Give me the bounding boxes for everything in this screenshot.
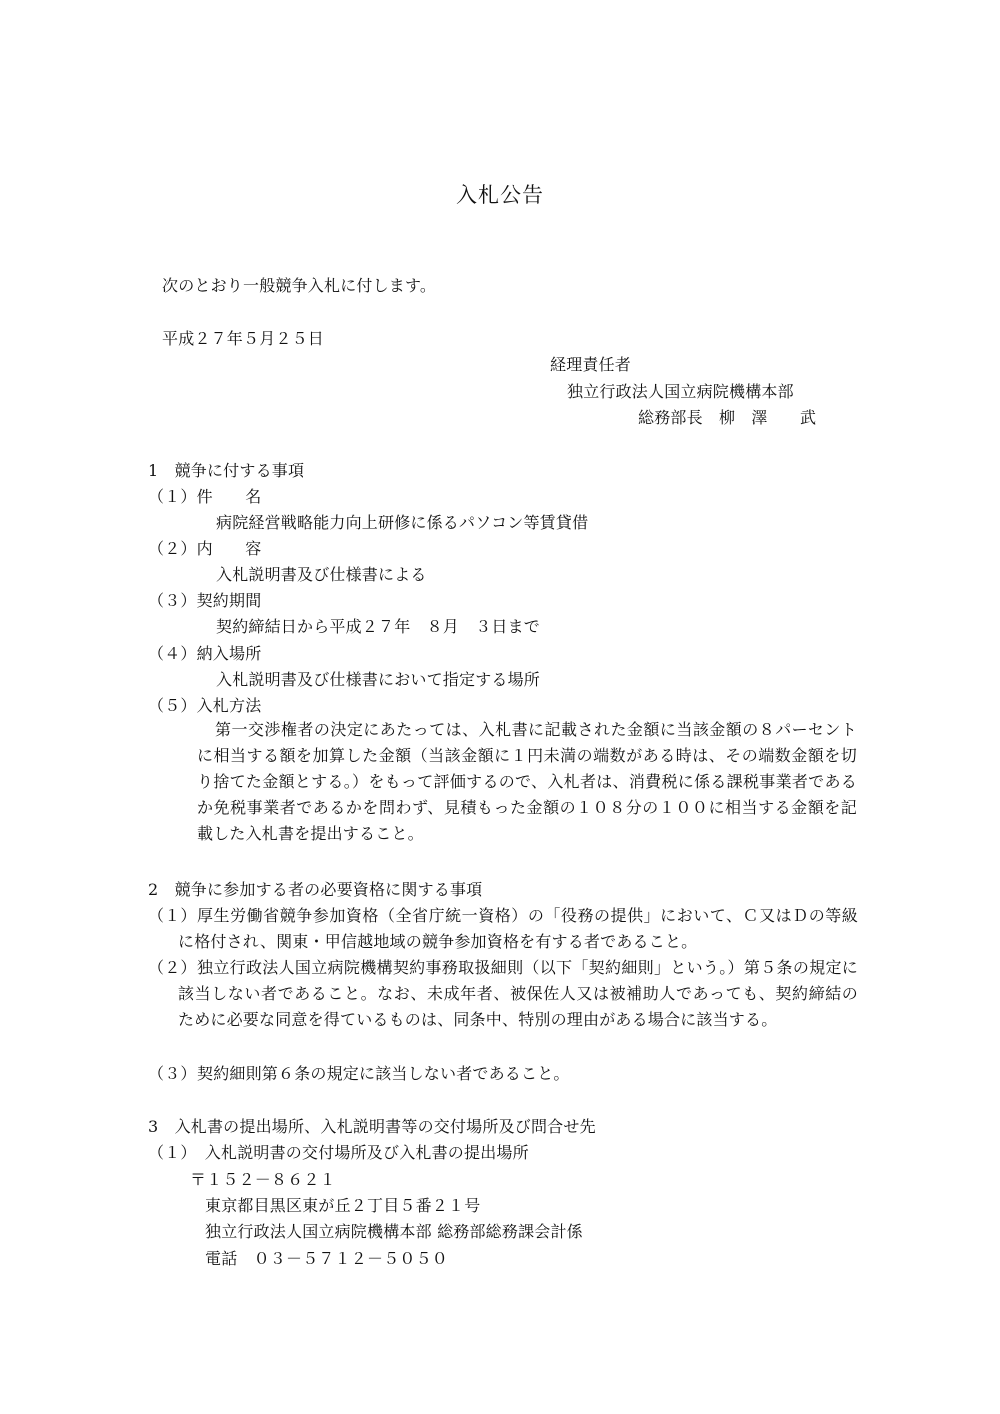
section1-item3-body: 契約締結日から平成２７年 ８月 ３日まで	[216, 617, 541, 636]
section2-item1-label: （１）	[148, 906, 197, 925]
section2-item2-body: 独立行政法人国立病院機構契約事務取扱細則（以下「契約細則」という。）第５条の規定に該当しない者であること。なお、未成年者、被保佐人又は被補助人であっても、契約締結のために必要な同意を得ているものは、同条中、特別の理由がある場合に該当する。	[178, 958, 858, 1029]
section2-item3-label: （３）	[148, 1064, 197, 1083]
section1-item1-body: 病院経営戦略能力向上研修に係るパソコン等賃貸借	[216, 513, 589, 532]
section1-item2-body: 入札説明書及び仕様書による	[216, 565, 427, 584]
section3-item1-label: （１） 入札説明書の交付場所及び入札書の提出場所	[148, 1143, 529, 1162]
section1-item4-label: （４）納入場所	[148, 644, 262, 663]
issuer-organization: 独立行政法人国立病院機構本部	[567, 382, 794, 401]
section2-item2-label: （２）	[148, 958, 197, 977]
section3-heading: 3 入札書の提出場所、入札説明書等の交付場所及び問合せ先	[148, 1117, 596, 1136]
notice-date: 平成２７年５月２５日	[162, 329, 325, 348]
intro-text: 次のとおり一般競争入札に付します。	[162, 276, 437, 295]
section3-office: 独立行政法人国立病院機構本部 総務部総務課会計係	[205, 1222, 583, 1241]
issuer-name: 総務部長 柳 澤 武	[638, 408, 817, 427]
section2-item1-body: 厚生労働省競争参加資格（全省庁統一資格）の「役務の提供」において、Ｃ又はＤの等級に格付され、関東・甲信越地域の競争参加資格を有する者であること。	[178, 906, 858, 951]
section3-address: 東京都目黒区東が丘２丁目５番２１号	[205, 1196, 481, 1215]
section1-item4-body: 入札説明書及び仕様書において指定する場所	[216, 670, 541, 689]
section2-heading: 2 競争に参加する者の必要資格に関する事項	[148, 880, 483, 899]
section2-item3-body: 契約細則第６条の規定に該当しない者であること。	[197, 1064, 570, 1083]
issuer-role: 経理責任者	[550, 355, 632, 374]
section1-item5-body: 第一交渉権者の決定にあたっては、入札書に記載された金額に当該金額の８パーセントに相当する額を加算した金額（当該金額に１円未満の端数がある時は、その端数金額を切り捨てた金額とする。）をもって評価するので、入札者は、消費税に係る課税事業者であるか免税事業者であるかを問わず、見積もった金額の１０８分の１００に相当する金額を記載した入札書を提出すること。	[197, 720, 857, 843]
section1-item1-label: （１）件 名	[148, 487, 262, 506]
document-title: 入札公告	[456, 183, 544, 207]
section1-item2-label: （２）内 容	[148, 539, 262, 558]
section1-item3-label: （３）契約期間	[148, 591, 262, 610]
section1-heading: 1 競争に付する事項	[148, 461, 305, 480]
section3-phone: 電話 ０３－５７１２－５０５０	[205, 1249, 449, 1268]
section1-item5-label: （５）入札方法	[148, 696, 262, 715]
section3-postal-code: 〒１５２－８６２１	[190, 1170, 336, 1189]
